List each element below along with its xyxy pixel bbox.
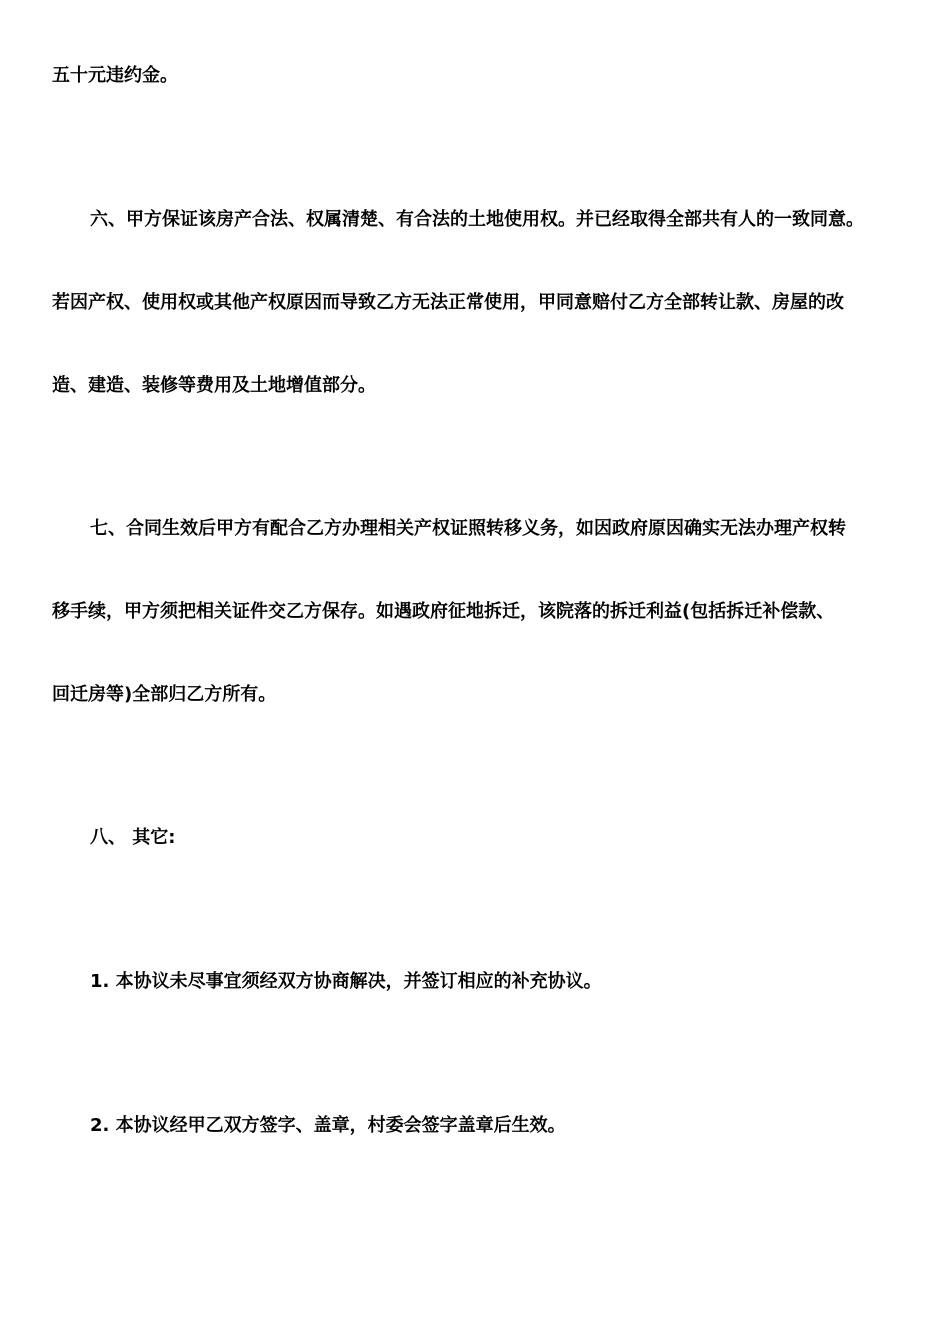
clause-7-line-3: 回迁房等)全部归乙方所有。 <box>52 684 277 705</box>
clause-8-item-1: 1. 本协议未尽事宜须经双方协商解决，并签订相应的补充协议。 <box>90 971 602 992</box>
clause-7-line-2: 移手续，甲方须把相关证件交乙方保存。如遇政府征地拆迁，该院落的拆迁利益(包括拆迁补偿款、 <box>52 601 835 622</box>
clause-5-continuation: 五十元违约金。 <box>52 65 178 86</box>
clause-6-line-1: 六、甲方保证该房产合法、权属清楚、有合法的土地使用权。并已经取得全部共有人的一致同意。 <box>90 209 864 230</box>
clause-8-item-2: 2. 本协议经甲乙双方签字、盖章，村委会签字盖章后生效。 <box>90 1115 566 1136</box>
clause-6-line-2: 若因产权、使用权或其他产权原因而导致乙方无法正常使用，甲同意赔付乙方全部转让款、房屋的改 <box>52 292 844 313</box>
clause-8-heading: 八、 其它: <box>90 827 176 848</box>
clause-7-line-1: 七、合同生效后甲方有配合乙方办理相关产权证照转移义务，如因政府原因确实无法办理产权转 <box>90 518 846 539</box>
clause-6-line-3: 造、建造、装修等费用及土地增值部分。 <box>52 375 376 396</box>
